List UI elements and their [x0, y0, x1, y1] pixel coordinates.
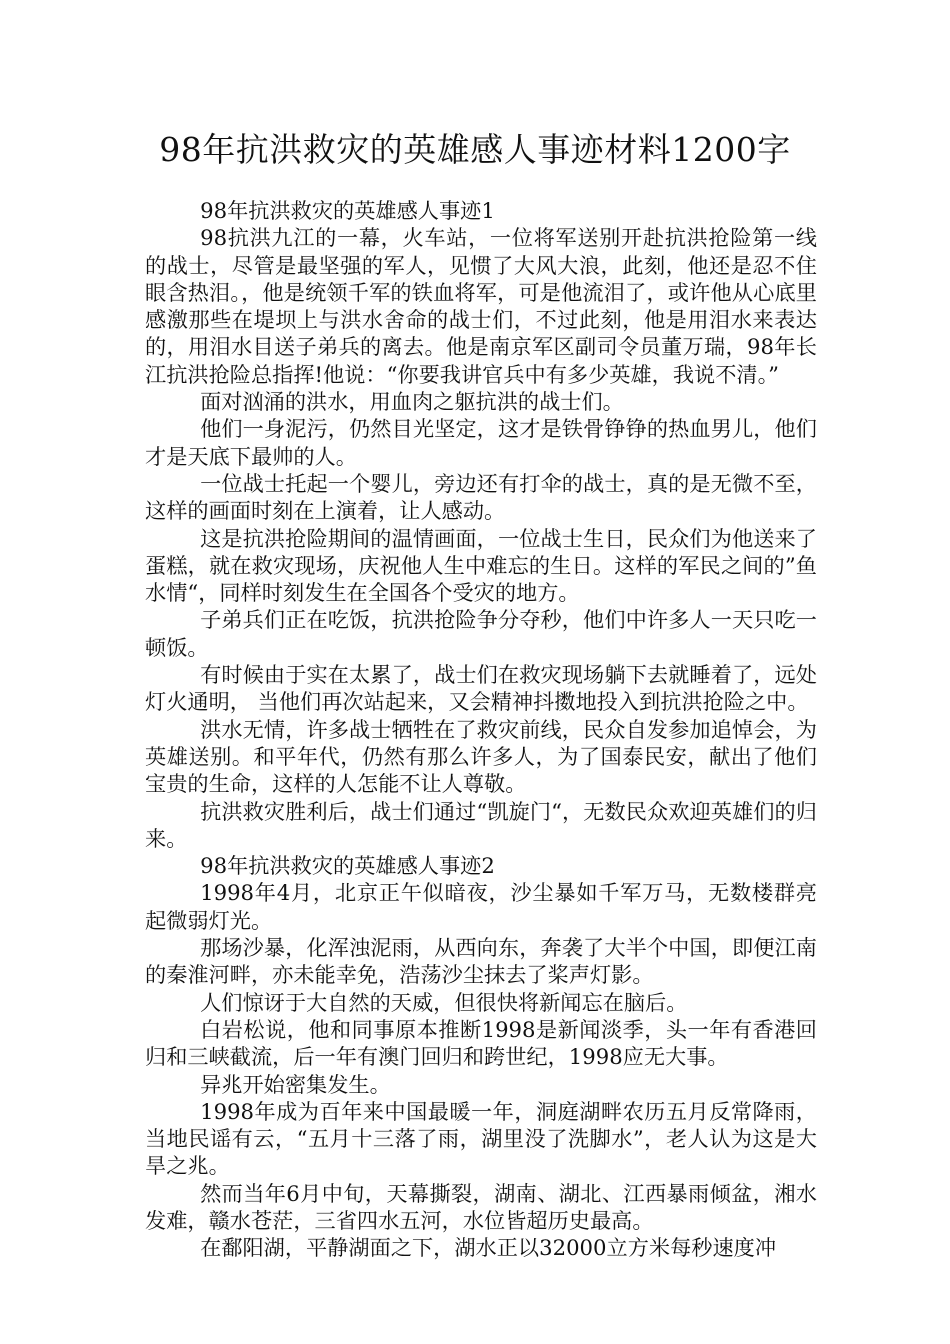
paragraph: 在鄱阳湖，平静湖面之下，湖水正以32000立方米每秒速度冲: [200, 1235, 777, 1261]
paragraph: 有时候由于实在太累了，战士们在救灾现场躺下去就睡着了，远处灯火通明， 当他们再次站起来，又会精神抖擞地投入到抗洪抢险之中。: [145, 662, 817, 715]
paragraph: 一位战士托起一个婴儿，旁边还有打伞的战士，真的是无微不至，这样的画面时刻在上演着，让人感动。: [145, 470, 817, 524]
paragraph: 异兆开始密集发生。: [200, 1071, 391, 1097]
paragraph: 面对汹涌的洪水，用血肉之躯抗洪的战士们。: [200, 389, 624, 415]
paragraph: 洪水无情，许多战士牺牲在了救灾前线，民众自发参加追悼会，为英雄送别。和平年代，仍然有那么许多人，为了国泰民安，献出了他们宝贵的生命，这样的人怎能不让人尊敬。: [145, 716, 817, 797]
paragraph: 这是抗洪抢险期间的温情画面，一位战士生日，民众们为他送来了蛋糕，就在救灾现场，庆祝他人生中难忘的生日。这样的军民之间的”鱼水情“，同样时刻发生在全国各个受灾的地方。: [145, 525, 817, 606]
paragraph: 1998年成为百年来中国最暖一年，洞庭湖畔农历五月反常降雨，当地民谣有云，“五月十三落了雨，湖里没了洗脚水”，老人认为这是大旱之兆。: [145, 1098, 817, 1179]
section-heading: 98年抗洪救灾的英雄感人事迹2: [200, 853, 495, 879]
paragraph: 人们惊讶于大自然的天威，但很快将新闻忘在脑后。: [200, 989, 688, 1015]
document-body: [145, 197, 817, 1262]
section-heading: 98年抗洪救灾的英雄感人事迹1: [200, 198, 495, 223]
paragraph: 那场沙暴，化浑浊泥雨，从西向东，奔袭了大半个中国，即便江南的秦淮河畔，亦未能幸免，浩荡沙尘抹去了桨声灯影。: [145, 935, 817, 988]
paragraph: 1998年4月，北京正午似暗夜，沙尘暴如千军万马，无数楼群亮起微弱灯光。: [145, 880, 817, 933]
paragraph: 98抗洪九江的一幕，火车站，一位将军送别开赴抗洪抢险第一线的战士，尽管是最坚强的军人，见惯了大风大浪，此刻，他还是忍不住眼含热泪。，他是统领千军的铁血将军，可是他流泪了，或许他从心底里感激那些在堤坝上与洪水舍命的战士们，不过此刻，他是用泪水来表达的，用泪水目送子弟兵的离去。他是南京军区副司令员董万瑞，98年长江抗洪抢险总指挥!他说：“你要我讲官兵中有多少英雄，我说不清。”: [145, 225, 817, 387]
document-title: 98年抗洪救灾的英雄感人事迹材料1200字: [159, 130, 791, 169]
paragraph: 子弟兵们正在吃饭，抗洪抢险争分夺秒，他们中许多人一天只吃一顿饭。: [145, 607, 817, 660]
paragraph: 他们一身泥污，仍然目光坚定，这才是铁骨铮铮的热血男儿，他们才是天底下最帅的人。: [145, 416, 817, 469]
paragraph: 然而当年6月中旬，天幕撕裂，湖南、湖北、江西暴雨倾盆，湘水发难，赣水苍茫，三省四水五河，水位皆超历史最高。: [145, 1180, 817, 1233]
paragraph: 抗洪救灾胜利后，战士们通过“凯旋门“，无数民众欢迎英雄们的归来。: [145, 798, 817, 851]
paragraph: 白岩松说，他和同事原本推断1998是新闻淡季，头一年有香港回归和三峡截流，后一年有澳门回归和跨世纪，1998应无大事。: [145, 1016, 817, 1070]
